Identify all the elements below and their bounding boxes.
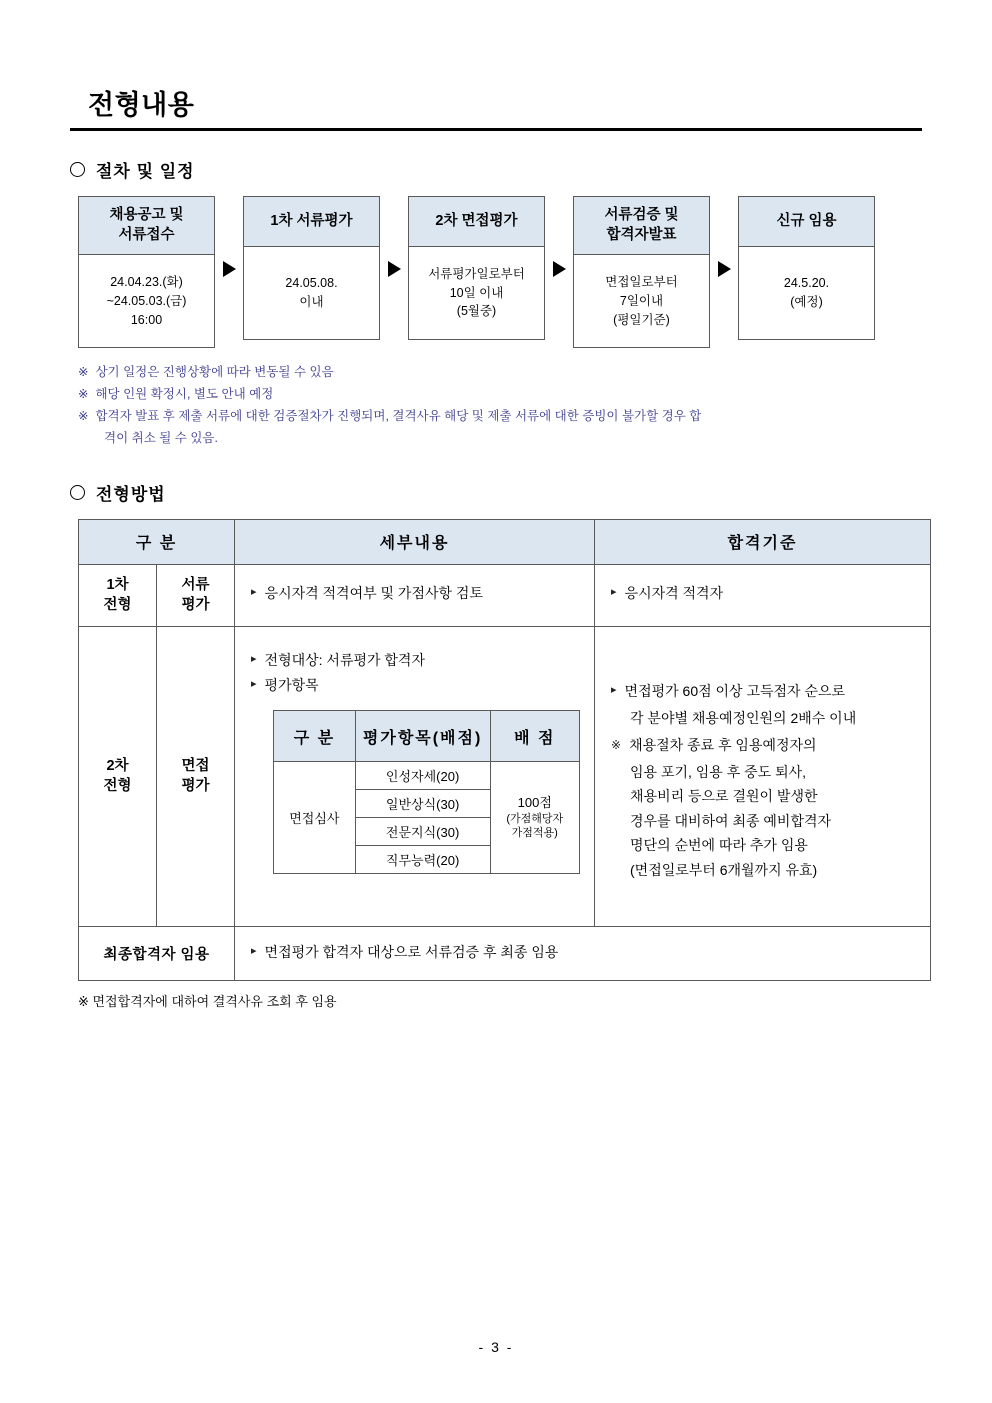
row2-criteria-line: 임용 포기, 임용 후 중도 퇴사, — [630, 763, 807, 780]
flow-step-1-body: 24.04.23.(화) ~24.05.03.(금) 16:00 — [106, 275, 187, 327]
row2-criteria-line: 경우를 대비하여 최종 예비합격자 — [630, 812, 832, 829]
table-header-criteria: 합격기준 — [595, 519, 931, 564]
row2-criteria-line: 명단의 순번에 따라 추가 임용 — [630, 837, 808, 854]
row2-stage: 2차 전형 — [79, 626, 157, 926]
schedule-notes — [78, 362, 922, 450]
note-mark-icon: ※ — [611, 738, 622, 753]
scoring-item-2: 일반상식(30) — [355, 790, 490, 818]
row1-criteria — [595, 564, 931, 626]
process-flow-diagram — [78, 196, 922, 348]
scoring-table — [273, 710, 580, 874]
section-heading-schedule-label: 절차 및 일정 — [96, 162, 195, 181]
flow-arrow-4 — [710, 196, 738, 342]
table-row — [79, 564, 931, 626]
note-continuation: 격이 취소 될 수 있음. — [104, 430, 218, 445]
flow-step-5-title: 신규 임용 — [739, 197, 874, 247]
bullet-icon: ▸ — [251, 678, 257, 691]
row2-criteria-text-1-cont: 각 분야별 채용예정인원의 2배수 이내 — [630, 709, 857, 726]
bullet-icon: ▸ — [251, 944, 257, 957]
flow-step-4 — [573, 196, 710, 348]
note-text: 해당 인원 확정시, 별도 안내 예정 — [95, 387, 274, 401]
flow-arrow-3 — [545, 196, 573, 342]
flow-step-3-body: 서류평가일로부터 10일 이내 (5월중) — [428, 266, 525, 319]
row1-detail-text: 응시자격 적격여부 및 가점사항 검토 — [264, 585, 483, 602]
method-footnote: ※ 면접합격자에 대하여 결격사유 조회 후 임용 — [78, 994, 337, 1010]
row3-detail — [235, 926, 931, 981]
note-text: 상기 일정은 진행상황에 따라 변동될 수 있음 — [95, 365, 334, 380]
row2-criteria-text-2: 채용절차 종료 후 임용예정자의 — [629, 737, 817, 754]
row2-detail-text-1: 전형대상: 서류평가 합격자 — [264, 651, 425, 668]
table-header-row — [79, 519, 931, 564]
row2-criteria-line: 채용비리 등으로 결원이 발생한 — [630, 788, 818, 805]
table-row — [79, 626, 931, 926]
table-header-detail: 세부내용 — [235, 519, 595, 564]
scoring-row-label: 면접심사 — [274, 762, 356, 874]
circle-bullet-icon — [70, 162, 85, 177]
row1-kind: 서류 평가 — [157, 564, 235, 626]
flow-step-2-body: 24.05.08. 이내 — [285, 276, 338, 309]
flow-step-2-title: 1차 서류평가 — [244, 197, 379, 247]
scoring-item-3: 전문지식(30) — [355, 818, 490, 846]
scoring-header-category: 구 분 — [274, 711, 356, 762]
flow-step-3 — [408, 196, 545, 340]
flow-step-4-title: 서류검증 및 합격자발표 — [574, 197, 709, 255]
scoring-header-item: 평가항목(배점) — [355, 711, 490, 762]
scoring-header-score: 배 점 — [490, 711, 580, 762]
flow-arrow-2 — [380, 196, 408, 342]
section-heading-method-label: 전형방법 — [96, 484, 166, 504]
row1-criteria-text: 응시자격 적격자 — [624, 585, 724, 602]
selection-method-table — [78, 519, 931, 982]
table-row — [79, 926, 931, 981]
note-mark-icon: ※ — [78, 387, 89, 401]
row2-criteria-text-1: 면접평가 60점 이상 고득점자 순으로 — [624, 682, 846, 699]
circle-bullet-icon — [70, 485, 85, 500]
row2-kind: 면접 평가 — [157, 626, 235, 926]
flow-arrow-1 — [215, 196, 243, 342]
flow-step-4-body: 면접일로부터 7일이내 (평일기준) — [605, 275, 678, 327]
note-item — [78, 384, 922, 406]
scoring-item-4: 직무능력(20) — [355, 846, 490, 874]
bullet-icon: ▸ — [611, 683, 617, 696]
section-heading-method — [70, 480, 922, 505]
scoring-item-1: 인성자세(20) — [355, 762, 490, 790]
scoring-header-row — [274, 711, 580, 762]
flow-step-5 — [738, 196, 875, 340]
flow-step-3-title: 2차 면접평가 — [409, 197, 544, 247]
row3-label: 최종합격자 임용 — [79, 926, 235, 981]
note-text: 합격자 발표 후 제출 서류에 대한 검증절차가 진행되며, 결격사유 해당 및 제출 서류에 대한 증빙이 불가할 경우 합 — [95, 408, 702, 423]
row2-criteria-line: (면접일로부터 6개월까지 유효) — [630, 861, 818, 878]
bullet-icon: ▸ — [251, 586, 257, 599]
row2-detail — [235, 626, 595, 926]
flow-step-2 — [243, 196, 380, 340]
flow-step-1-title: 채용공고 및 서류접수 — [79, 197, 214, 255]
section-heading-schedule — [70, 157, 922, 182]
scoring-row — [274, 762, 580, 790]
note-item — [78, 362, 922, 384]
row1-stage: 1차 전형 — [79, 564, 157, 626]
row1-detail — [235, 564, 595, 626]
note-mark-icon: ※ — [78, 408, 89, 423]
scoring-total: 100점 (가점해당자 가점적용) — [490, 762, 580, 874]
row2-criteria — [595, 626, 931, 926]
bullet-icon: ▸ — [251, 652, 257, 665]
bullet-icon: ▸ — [611, 586, 617, 599]
row3-detail-text: 면접평가 합격자 대상으로 서류검증 후 최종 임용 — [264, 943, 559, 960]
note-mark-icon: ※ — [78, 365, 89, 380]
page-title: 전형내용 — [70, 75, 922, 131]
page-number: - 3 - — [478, 1339, 514, 1355]
table-header-category: 구 분 — [79, 519, 235, 564]
note-item — [78, 406, 922, 428]
row2-detail-text-2: 평가항목 — [264, 677, 319, 694]
flow-step-1 — [78, 196, 215, 348]
scoring-table-wrap — [273, 710, 580, 874]
flow-step-5-body: 24.5.20. (예정) — [783, 276, 830, 309]
